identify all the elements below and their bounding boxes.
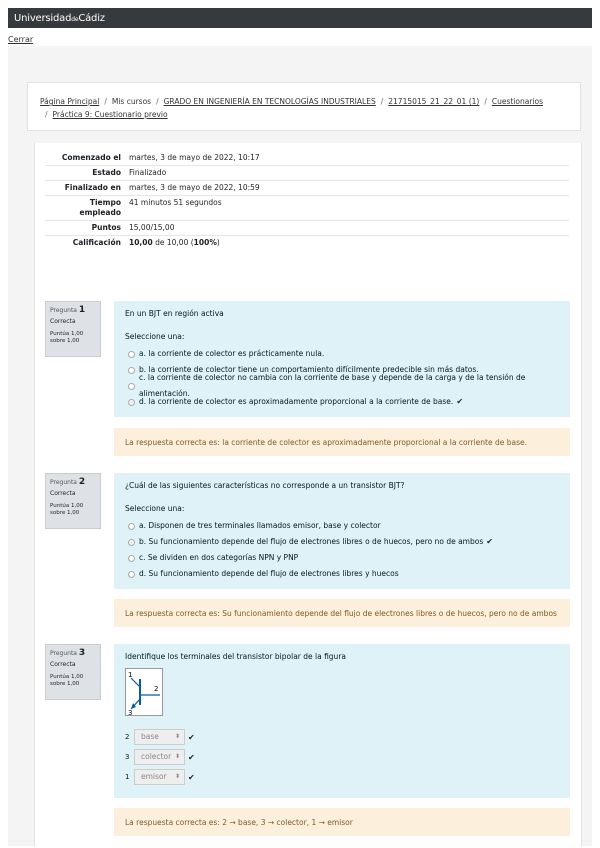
correct-answer-feedback: La respuesta correcta es: 2 → base, 3 → colector, 1 → emisor (114, 808, 570, 836)
match-number: 3 (125, 753, 130, 761)
match-row (125, 748, 195, 766)
match-select[interactable]: emisor ⬍ (134, 769, 185, 785)
question-info: Pregunta 1 Correcta Puntúa 1,00 sobre 1,00 (45, 301, 101, 357)
summary-grade: 10,00 de 10,00 (100%) (129, 238, 220, 247)
dropdown-caret-icon: ⬍ (174, 773, 180, 780)
select-label: Seleccione una: (125, 332, 185, 341)
breadcrumb-mis-cursos: Mis cursos (111, 97, 152, 106)
match-number: 1 (125, 773, 130, 781)
figure-label-1: 1 (128, 671, 133, 679)
answer-option[interactable]: d. Su funcionamiento depende del flujo de electrones libres y huecos (125, 566, 559, 582)
breadcrumb-home[interactable]: Página Principal (40, 97, 100, 106)
answer-option[interactable]: c. Se dividen en dos categorías NPN y PNP (125, 550, 559, 566)
radio-button-selected[interactable] (128, 539, 135, 546)
question-grade: Puntúa 1,00 sobre 1,00 (50, 674, 84, 687)
figure-label-2: 2 (154, 685, 159, 693)
summary-value: martes, 3 de mayo de 2022, 10:17 (129, 153, 260, 162)
summary-value: 41 minutos 51 segundos (129, 198, 222, 207)
radio-button-selected[interactable] (128, 399, 135, 406)
radio-button[interactable] (128, 555, 135, 562)
radio-button[interactable] (128, 351, 135, 358)
question-content (114, 644, 570, 798)
summary-label: Finalizado en (64, 183, 121, 192)
transistor-figure (125, 668, 163, 716)
question-state: Correcta (50, 661, 76, 668)
dropdown-caret-icon: ⬍ (174, 753, 180, 760)
breadcrumb-degree[interactable]: GRADO EN INGENIERÍA EN TECNOLOGÍAS INDUSTRIALES (163, 97, 376, 106)
summary-value: Finalizado (129, 168, 167, 177)
question-content (114, 473, 570, 589)
quiz-review-region (34, 143, 582, 846)
question-prompt: En un BJT en región activa (125, 309, 224, 318)
summary-label: Tiempo empleado (79, 198, 121, 217)
question-info: Pregunta 3 Correcta Puntúa 1,00 sobre 1,00 (45, 644, 101, 700)
breadcrumb: Página Principal / Mis cursos / GRADO EN INGENIERÍA EN TECNOLOGÍAS INDUSTRIALES / 21715015_21_22_01 (1) / Cuestionarios / Práctica 9: Cuestionario previo (27, 82, 581, 131)
correct-answer-feedback: La respuesta correcta es: Su funcionamiento depende del flujo de electrones libres o de huecos, pero no de ambos (114, 599, 570, 627)
question-content (114, 301, 570, 417)
match-number: 2 (125, 733, 130, 741)
question-info: Pregunta 2 Correcta Puntúa 1,00 sobre 1,00 (45, 473, 101, 529)
close-link[interactable]: Cerrar (8, 35, 34, 44)
question-prompt: ¿Cuál de las siguientes características no corresponde a un transistor BJT? (125, 481, 405, 490)
breadcrumb-quizzes[interactable]: Cuestionarios (491, 97, 543, 106)
match-select[interactable]: base ⬍ (134, 729, 185, 745)
checkmark-icon: ✔ (188, 772, 195, 782)
question-state: Correcta (50, 318, 76, 325)
bjt-symbol-icon (126, 669, 164, 717)
checkmark-icon: ✔ (188, 752, 195, 762)
question-grade: Puntúa 1,00 sobre 1,00 (50, 503, 84, 516)
dropdown-caret-icon: ⬍ (174, 733, 180, 740)
breadcrumb-quiz[interactable]: Práctica 9: Cuestionario previo (52, 110, 168, 119)
radio-button[interactable] (128, 383, 135, 390)
question-state: Correcta (50, 490, 76, 497)
radio-button[interactable] (128, 523, 135, 530)
question-prompt: Identifique los terminales del transistor bipolar de la figura (125, 652, 346, 661)
summary-label: Calificación (72, 238, 121, 247)
question-grade: Puntúa 1,00 sobre 1,00 (50, 331, 84, 344)
top-navbar (8, 8, 592, 28)
summary-label: Comenzado el (61, 153, 121, 162)
answer-option[interactable]: a. Disponen de tres terminales llamados emisor, base y colector (125, 518, 559, 534)
summary-label: Puntos (91, 223, 121, 232)
checkmark-icon: ✔ (456, 397, 464, 406)
match-select[interactable]: colector ⬍ (134, 749, 185, 765)
page-wrapper (8, 46, 592, 846)
summary-value: martes, 3 de mayo de 2022, 10:59 (129, 183, 260, 192)
breadcrumb-course[interactable]: 21715015_21_22_01 (1) (388, 97, 480, 106)
checkmark-icon: ✔ (188, 732, 195, 742)
select-label: Seleccione una: (125, 504, 185, 513)
site-logo[interactable]: UniversidaddeCádiz (14, 13, 105, 24)
match-row (125, 768, 195, 786)
match-row (125, 728, 195, 746)
summary-label: Estado (92, 168, 121, 177)
radio-button[interactable] (128, 571, 135, 578)
answer-option-selected[interactable]: b. Su funcionamiento depende del flujo de electrones libres o de huecos, pero no de ambos ✔ (125, 534, 559, 550)
answer-option[interactable]: b. la corriente de colector tiene un comportamiento difícilmente predecible sin más datos. (125, 362, 559, 378)
answer-option-selected[interactable]: d. la corriente de colector es aproximadamente proporcional a la corriente de base. ✔ (125, 394, 559, 410)
summary-value: 15,00/15,00 (129, 223, 175, 232)
figure-label-3: 3 (128, 709, 133, 717)
radio-button[interactable] (128, 367, 135, 374)
checkmark-icon: ✔ (486, 537, 493, 546)
answer-option[interactable]: a. la corriente de colector es prácticamente nula. (125, 346, 559, 362)
answer-option[interactable]: c. la corriente de colector no cambia con la corriente de base y depende de la carga y de la tensión de alimentación. (125, 378, 559, 394)
correct-answer-feedback: La respuesta correcta es: la corriente de colector es aproximadamente proporcional a la corriente de base. (114, 428, 570, 456)
attempt-summary (45, 151, 569, 250)
